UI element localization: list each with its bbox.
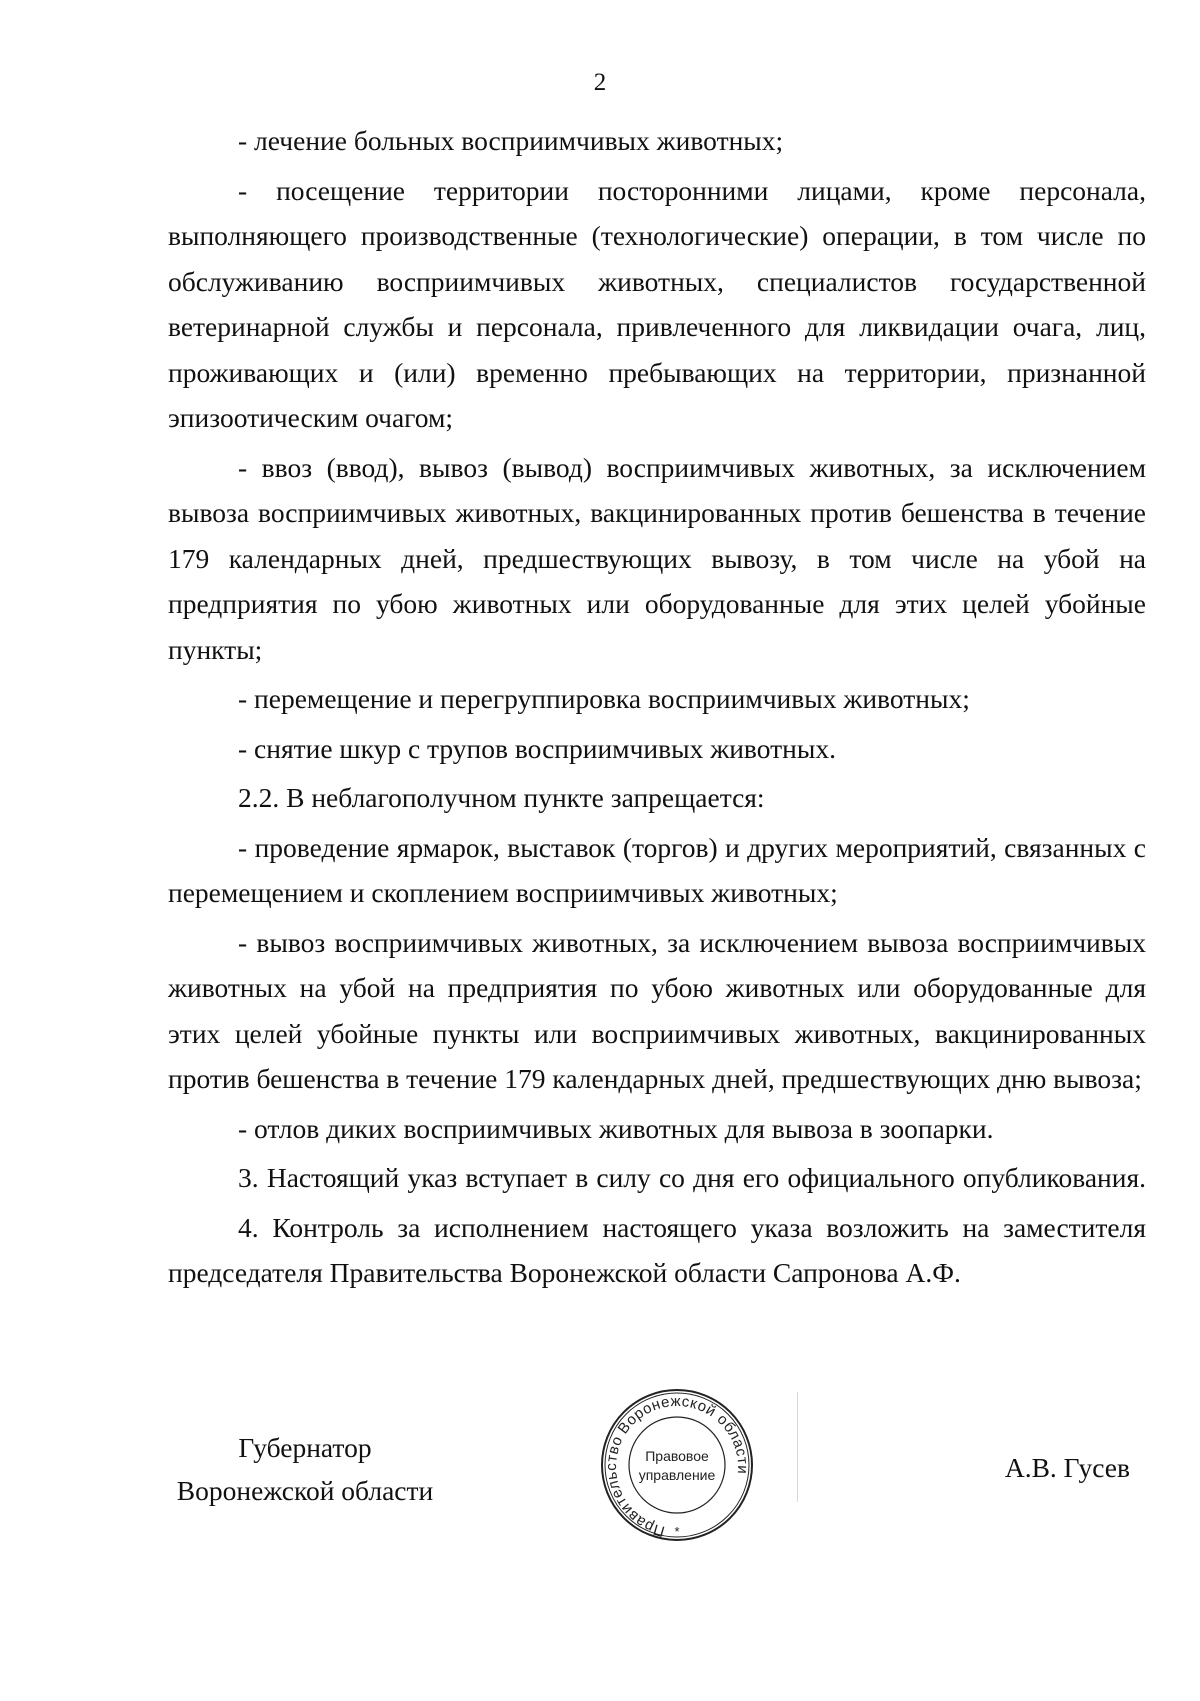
signatory-title — [160, 1426, 450, 1512]
page-number: 2 — [593, 69, 607, 96]
paragraph-capture: - отлов диких восприимчивых животных для вывоза в зоопарки. — [238, 1112, 994, 1144]
document-body — [168, 118, 1146, 1296]
paragraph-treatment: - лечение больных восприимчивых животных; — [238, 125, 784, 156]
seal-star-mark: * — [674, 1524, 680, 1539]
signatory-name: А.В. Гусев — [1004, 1452, 1130, 1483]
paragraph-section-2-2: 2.2. В неблагополучном пункте запрещается: — [238, 782, 765, 813]
paragraph-movement: - перемещение и перегруппировка восприимчивых животных; — [238, 683, 970, 714]
seal-center-line2: управление — [638, 1467, 716, 1483]
paragraph-skins: - снятие шкур с трупов восприимчивых животных. — [238, 732, 836, 764]
official-seal — [597, 1384, 757, 1546]
scan-edge-line — [797, 1392, 798, 1502]
seal-center-line1: Правовое — [645, 1448, 709, 1464]
paragraph-visits: - посещение территории посторонними лицами, кроме персонала, выполняющего производственные (технологические) операции, в том числе по обслуживанию восприимчивых животных, специалистов государственной ветеринарной службы и персонала, привлеченного для ликвидации очага, лиц, проживающих и (или) временно пребывающих на территории, признанной эпизоотическим очагом; — [168, 174, 1146, 433]
signatory-title-line2: Воронежской области — [176, 1475, 434, 1506]
paragraph-removal: - вывоз восприимчивых животных, за исключением вывоза восприимчивых животных на убой на предприятия по убою животных или оборудованные для этих целей убойные пункты или восприимчивых животных, вакцинированных против бешенства в течение 179 календарных дней, предшествующих дню вывоза; — [168, 926, 1146, 1094]
signatory-title-line1: Губернатор — [238, 1432, 372, 1463]
paragraph-import-export: - ввоз (ввод), вывоз (вывод) восприимчивых животных, за исключением вывоза восприимчивых животных, вакцинированных против бешенства в течение 179 календарных дней, предшествующих вывозу, в том числе на убой на предприятия по убою животных или оборудованные для этих целей убойные пункты; — [168, 451, 1146, 665]
paragraph-control-clause: 4. Контроль за исполнением настоящего указа возложить на заместителя председателя Правительства Воронежской области Сапронова А.Ф. — [168, 1211, 1146, 1288]
paragraph-effect-clause: 3. Настоящий указ вступает в силу со дня его официального опубликования. — [238, 1162, 1146, 1193]
seal-ring-text: Правительство Воронежской области — [603, 1392, 752, 1540]
paragraph-fairs: - проведение ярмарок, выставок (торгов) и других мероприятий, связанных с перемещением и скоплением восприимчивых животных; — [168, 831, 1146, 908]
